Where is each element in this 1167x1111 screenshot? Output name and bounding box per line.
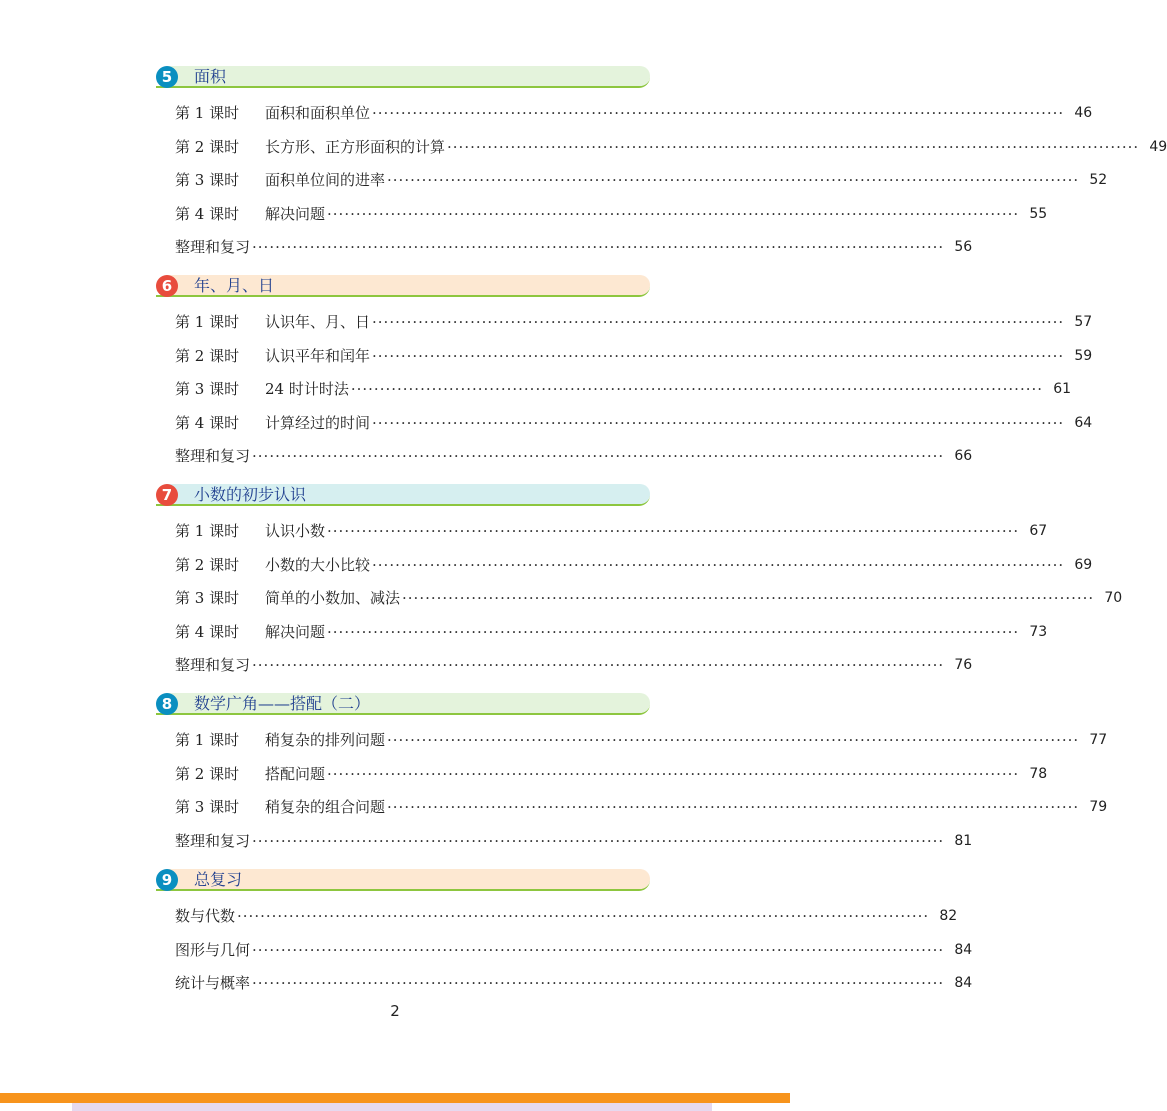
entry-title: 24 时计时法	[265, 380, 349, 399]
toc-entry[interactable]	[175, 654, 973, 676]
dot-leader: ························································································································	[402, 589, 1095, 608]
toc-entry[interactable]	[175, 345, 1093, 367]
entry-page-number: 84	[954, 941, 973, 958]
entry-title: 解决问题	[265, 204, 326, 223]
chapter-header[interactable]	[156, 484, 650, 506]
entry-page-number: 70	[1104, 590, 1123, 607]
entry-page-number: 67	[1029, 523, 1048, 539]
toc-entry[interactable]	[175, 796, 1108, 818]
chapter-number-badge: 5	[156, 66, 178, 88]
chapter-title: 总复习	[194, 870, 243, 889]
dot-leader: ························································································································	[372, 313, 1065, 331]
toc-entry[interactable]	[175, 520, 1048, 542]
entry-page-number: 55	[1029, 205, 1048, 222]
toc-entry[interactable]	[175, 412, 1093, 434]
entry-title: 整理和复习	[175, 238, 251, 257]
entry-title: 整理和复习	[175, 831, 251, 850]
entry-title: 计算经过的时间	[265, 413, 371, 432]
entry-title: 稍复杂的排列问题	[265, 731, 386, 749]
entry-page-number: 46	[1074, 105, 1093, 121]
lesson-label: 第 2 课时	[175, 555, 240, 574]
toc-entry[interactable]	[175, 554, 1093, 576]
chapter-header[interactable]	[156, 275, 650, 297]
chapter-number-badge: 6	[156, 275, 178, 297]
entry-page-number: 78	[1029, 765, 1048, 782]
toc-entry[interactable]	[175, 621, 1048, 643]
entry-page-number: 84	[954, 975, 973, 992]
toc-entry[interactable]	[175, 445, 973, 467]
entry-title: 解决问题	[265, 622, 326, 641]
entry-title: 整理和复习	[175, 447, 251, 466]
chapter-number-badge: 8	[156, 693, 178, 715]
toc-entry[interactable]	[175, 378, 1072, 400]
lesson-label: 第 3 课时	[175, 589, 240, 608]
entry-page-number: 52	[1089, 172, 1108, 189]
chapter-title: 小数的初步认识	[194, 485, 307, 504]
chapter-header-background	[166, 66, 650, 86]
toc-entry[interactable]	[175, 972, 973, 994]
chapter-title: 年、月、日	[194, 276, 275, 295]
toc-entry[interactable]	[175, 236, 973, 258]
entry-page-number: 59	[1074, 347, 1093, 364]
entry-title: 小数的大小比较	[265, 555, 371, 574]
entry-title: 面积单位间的进率	[265, 171, 386, 190]
entry-page-number: 77	[1089, 732, 1108, 748]
lesson-label: 第 4 课时	[175, 204, 240, 223]
lesson-label: 第 2 课时	[175, 137, 240, 156]
toc-entry[interactable]	[175, 136, 1167, 158]
entry-page-number: 69	[1074, 556, 1093, 573]
chapter-number-badge: 7	[156, 484, 178, 506]
entry-title: 认识平年和闰年	[265, 346, 371, 365]
dot-leader: ························································································································	[327, 522, 1020, 540]
dot-leader: ························································································································	[372, 346, 1065, 365]
lesson-label: 第 4 课时	[175, 413, 240, 432]
toc-entry[interactable]	[175, 169, 1108, 191]
chapter-title: 面积	[194, 67, 227, 86]
entry-title: 搭配问题	[265, 764, 326, 783]
chapter-header[interactable]	[156, 66, 650, 88]
toc-entry[interactable]	[175, 203, 1048, 225]
toc-entry[interactable]	[175, 311, 1093, 333]
entry-title: 认识年、月、日	[265, 313, 371, 331]
lesson-label: 第 1 课时	[175, 731, 240, 749]
dot-leader: ························································································································	[387, 798, 1080, 817]
entry-page-number: 57	[1074, 314, 1093, 330]
dot-leader: ························································································································	[372, 104, 1065, 122]
lesson-label: 第 2 课时	[175, 346, 240, 365]
dot-leader: ························································································································	[252, 656, 945, 675]
dot-leader: ························································································································	[372, 555, 1065, 574]
toc-entry[interactable]	[175, 102, 1093, 124]
entry-page-number: 81	[954, 832, 973, 849]
lesson-label: 第 3 课时	[175, 798, 240, 817]
lesson-label: 第 1 课时	[175, 104, 240, 122]
dot-leader: ························································································································	[387, 731, 1080, 749]
entry-page-number: 66	[954, 448, 973, 465]
dot-leader: ························································································································	[327, 204, 1020, 223]
chapter-number-badge: 9	[156, 869, 178, 891]
entry-page-number: 64	[1074, 414, 1093, 431]
toc-entry[interactable]	[175, 763, 1048, 785]
bottom-decor-strip	[72, 1103, 712, 1111]
entry-page-number: 76	[954, 657, 973, 674]
chapter-header[interactable]	[156, 693, 650, 715]
toc-entry[interactable]	[175, 587, 1123, 609]
dot-leader: ························································································································	[447, 137, 1140, 156]
entry-title: 面积和面积单位	[265, 104, 371, 122]
entry-title: 稍复杂的组合问题	[265, 798, 386, 817]
dot-leader: ························································································································	[327, 764, 1020, 783]
bottom-decor-bar	[0, 1093, 790, 1103]
dot-leader: ························································································································	[372, 413, 1065, 432]
dot-leader: ························································································································	[327, 622, 1020, 641]
entry-page-number: 61	[1053, 381, 1072, 398]
lesson-label: 第 1 课时	[175, 522, 240, 540]
entry-title: 长方形、正方形面积的计算	[265, 137, 446, 156]
lesson-label: 第 1 课时	[175, 313, 240, 331]
lesson-label: 第 3 课时	[175, 380, 240, 399]
entry-page-number: 82	[939, 908, 958, 924]
entry-page-number: 79	[1089, 799, 1108, 816]
dot-leader: ························································································································	[387, 171, 1080, 190]
entry-page-number: 73	[1029, 623, 1048, 640]
dot-leader: ························································································································	[252, 940, 945, 959]
entry-page-number: 49	[1149, 138, 1167, 155]
entry-title: 认识小数	[265, 522, 326, 540]
dot-leader: ························································································································	[252, 974, 945, 993]
entry-title: 图形与几何	[175, 940, 251, 959]
entry-title: 数与代数	[175, 907, 236, 925]
entry-title: 整理和复习	[175, 656, 251, 675]
dot-leader: ························································································································	[252, 831, 945, 850]
entry-page-number: 56	[954, 239, 973, 256]
page-number: 2	[390, 1002, 400, 1020]
toc-entry[interactable]	[175, 729, 1108, 751]
lesson-label: 第 2 课时	[175, 764, 240, 783]
toc-entry[interactable]	[175, 830, 973, 852]
toc-entry[interactable]	[175, 939, 973, 961]
dot-leader: ························································································································	[252, 238, 945, 257]
entry-title: 简单的小数加、减法	[265, 589, 401, 608]
lesson-label: 第 3 课时	[175, 171, 240, 190]
dot-leader: ························································································································	[350, 380, 1044, 399]
chapter-header[interactable]	[156, 869, 650, 891]
dot-leader: ························································································································	[252, 447, 945, 466]
entry-title: 统计与概率	[175, 974, 251, 993]
lesson-label: 第 4 课时	[175, 622, 240, 641]
dot-leader: ························································································································	[237, 907, 930, 925]
toc-entry[interactable]	[175, 905, 958, 927]
chapter-title: 数学广角——搭配（二）	[194, 694, 371, 713]
